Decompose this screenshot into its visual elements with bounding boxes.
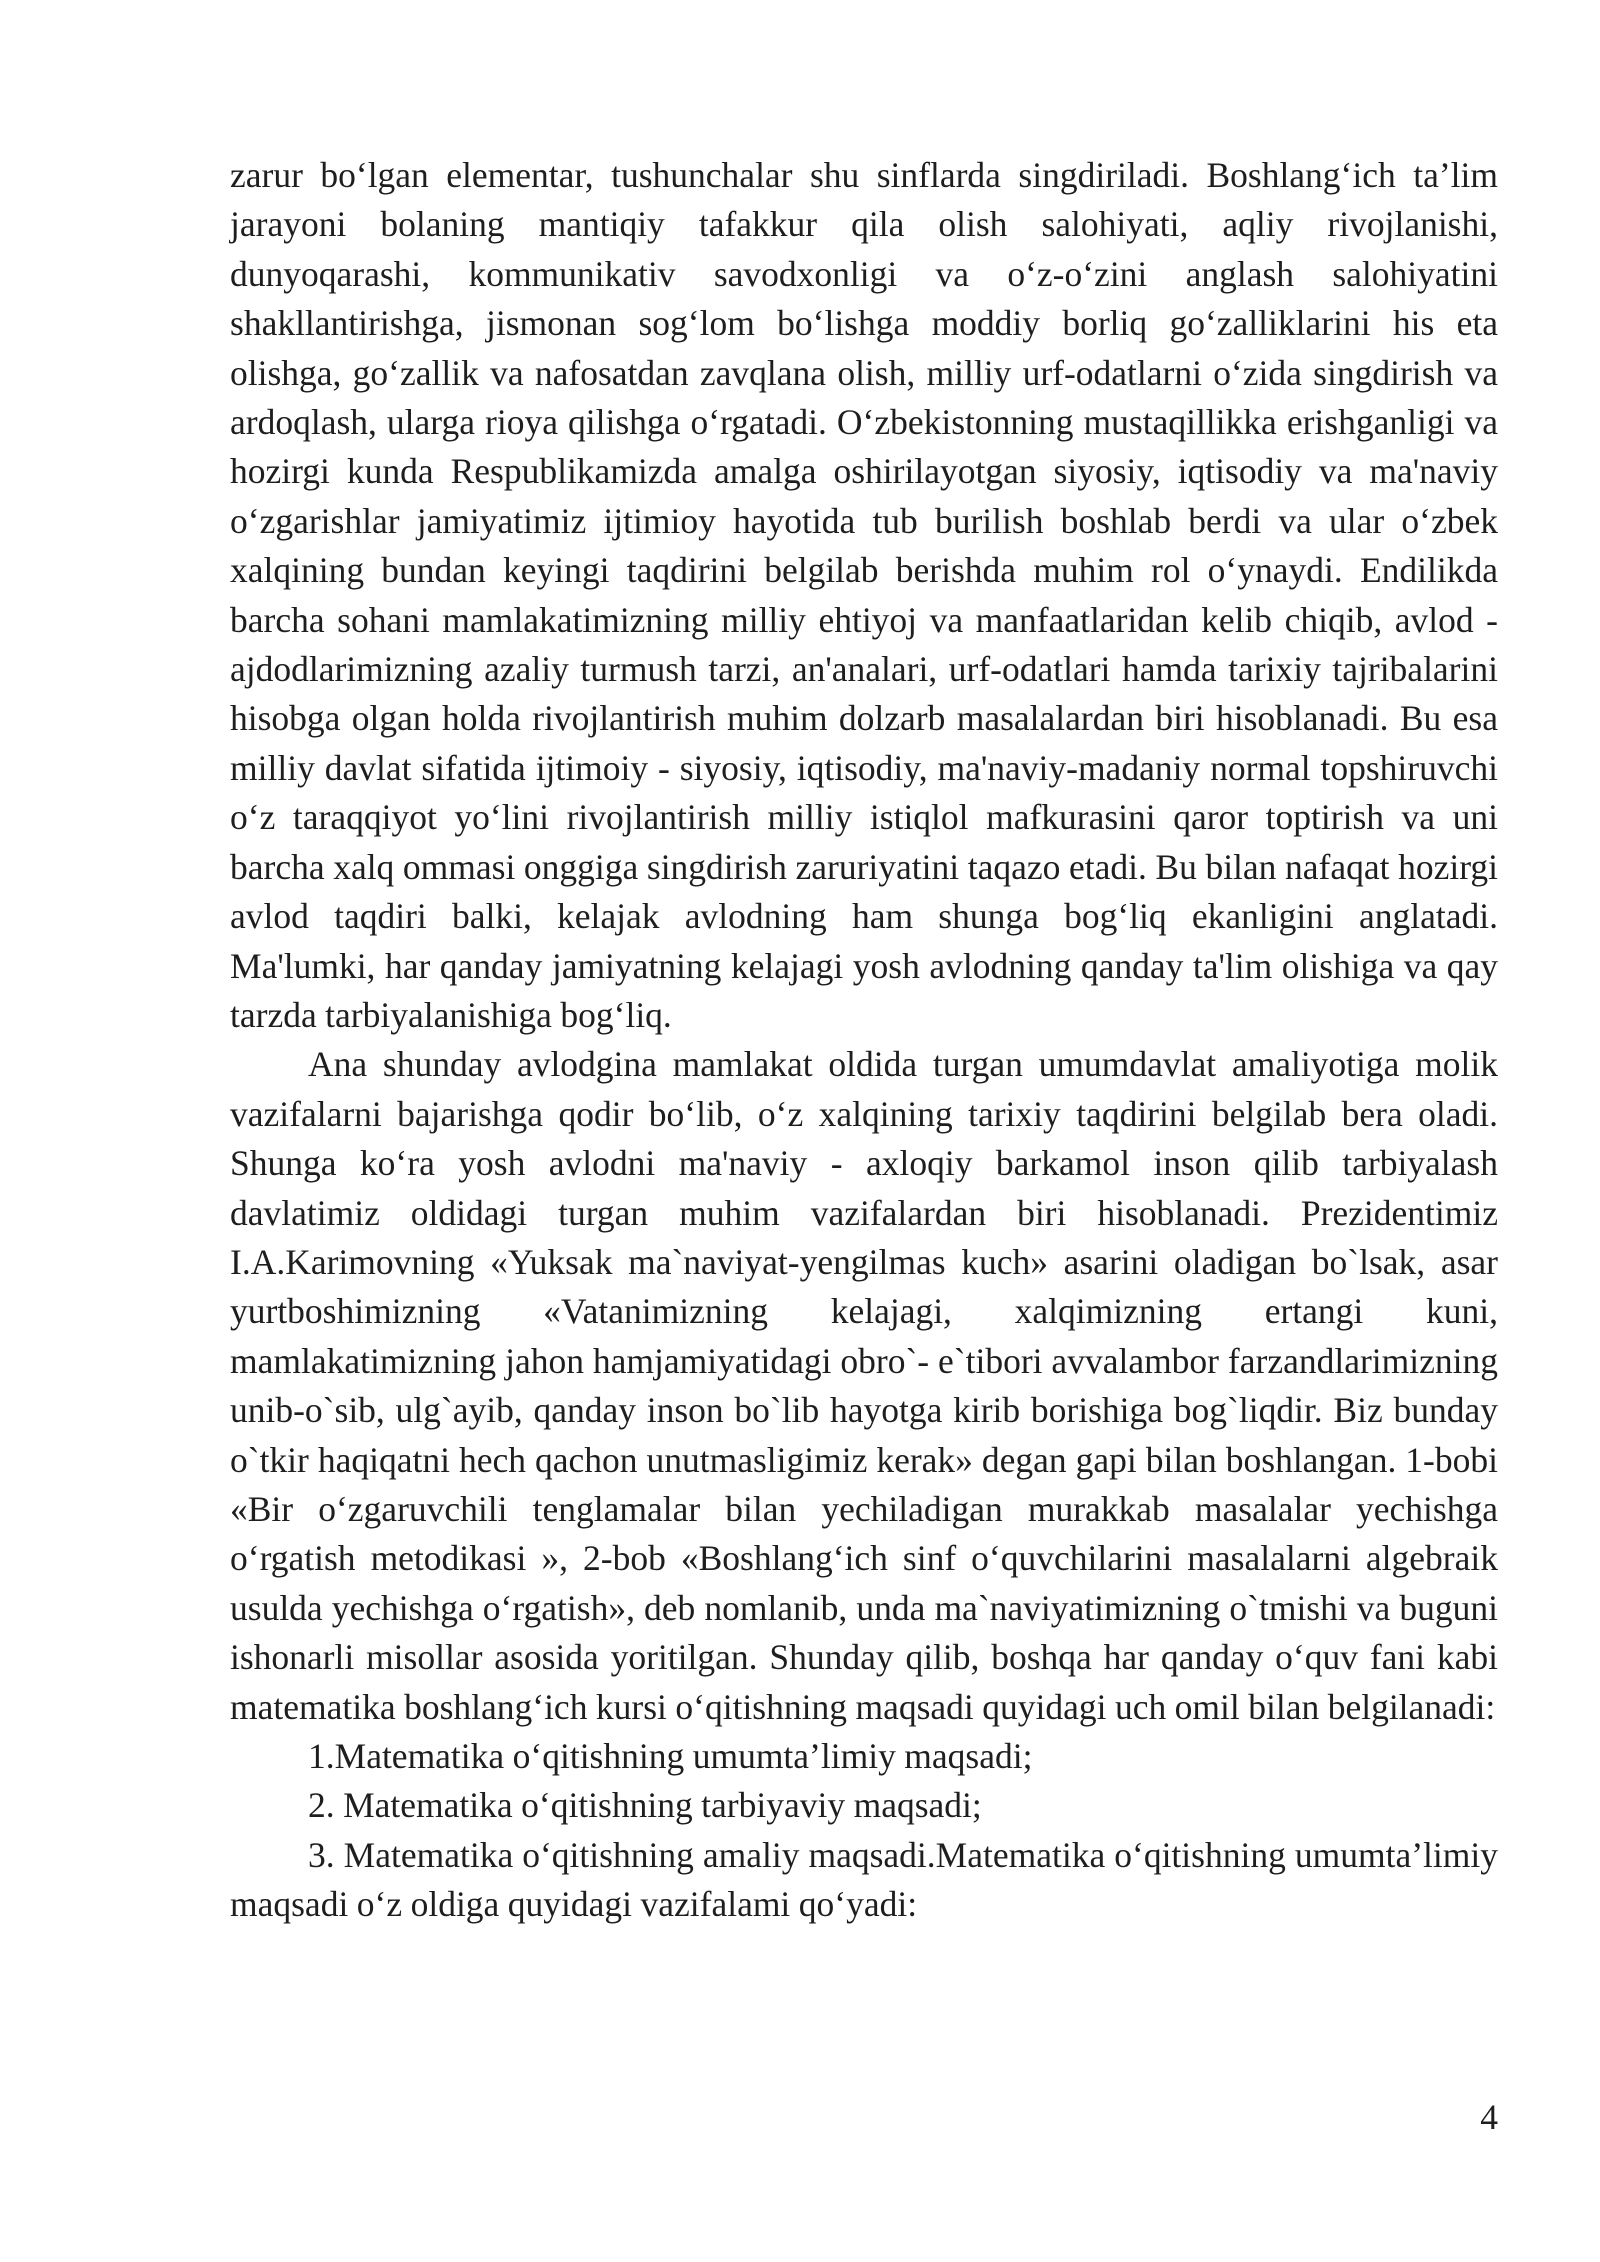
list-item-3: 3. Matematika o‘qitishning amaliy maqsadi.Matematika o‘qitishning umumta’limiy maqsadi o‘z oldiga quyidagi vazifalami qo‘yadi: [230,1834,1498,1925]
list-item-1: 1.Matematika o‘qitishning umumta’limiy maqsadi; [308,1736,1033,1776]
list-item-2: 2. Matematika o‘qitishning tarbiyaviy maqsadi; [308,1785,982,1826]
text-column [230,151,1498,1930]
page-number: 4 [1480,2097,1498,2137]
paragraph-2: Ana shunday avlodgina mamlakat oldida turgan umumdavlat amaliyotiga molik vazifalarni bajarishga qodir bo‘lib, o‘z xalqining tarixiy taqdirini belgilab bera oladi. Shunga ko‘ra yosh avlodni ma'naviy - axloqiy barkamol inson qilib tarbiyalash davlatimiz oldidagi turgan muhim vazifalardan biri hisoblanadi. Prezidentimiz I.A.Karimovning «Yuksak ma`naviyat-yengilmas kuch» asarini oladigan bo`lsak, asar yurtboshimizning «Vatanimizning kelajagi, xalqimizning ertangi kuni, mamlakatimizning jahon hamjamiyatidagi obro`- e`tibori avvalambor farzandlarimizning unib-o`sib, ulg`ayib, qanday inson bo`lib hayotga kirib borishiga bog`liqdir. Biz bunday o`tkir haqiqatni hech qachon unutmasligimiz kerak» degan gapi bilan boshlangan. 1-bobi «Bir o‘zgaruvchili tenglamalar bilan yechiladigan murakkab masalalar yechishga o‘rgatish metodikasi », 2-bob «Boshlang‘ich sinf o‘quvchilarini masalalarni algebraik usulda yechishga o‘rgatish», deb nomlanib, unda ma`naviyatimizning o`tmishi va buguni ishonarli misollar asosida yoritilgan. Shunday qilib, boshqa har qanday o‘quv fani kabi matematika boshlang‘ich kursi o‘qitishning maqsadi quyidagi uch omil bilan belgilanadi: [230,1044,1498,1727]
paragraph-1: zarur bo‘lgan elementar, tushunchalar shu sinflarda singdiriladi. Boshlang‘ich ta’lim jarayoni bolaning mantiqiy tafakkur qila olish salohiyati, aqliy rivojlanishi, dunyoqarashi, kommunikativ savodxonligi va o‘z-o‘zini anglash salohiyatini shakllantirishga, jismonan sog‘lom bo‘lishga moddiy borliq go‘zalliklarini his eta olishga, go‘zallik va nafosatdan zavqlana olish, milliy urf-odatlarni o‘zida singdirish va ardoqlash, ularga rioya qilishga o‘rgatadi. O‘zbekistonning mustaqillikka erishganligi va hozirgi kunda Respublikamizda amalga oshirilayotgan siyosiy, iqtisodiy va ma'naviy o‘zgarishlar jamiyatimiz ijtimioy hayotida tub burilish boshlab berdi va ular o‘zbek xalqining bundan keyingi taqdirini belgilab berishda muhim rol o‘ynaydi. Endilikda barcha sohani mamlakatimizning milliy ehtiyoj va manfaatlaridan kelib chiqib, avlod -ajdodlarimizning azaliy turmush tarzi, an'analari, urf-odatlari hamda tarixiy tajribalarini hisobga olgan holda rivojlantirish muhim dolzarb masalalardan biri hisoblanadi. Bu esa milliy davlat sifatida ijtimoiy - siyosiy, iqtisodiy, ma'naviy-madaniy normal topshiruvchi o‘z taraqqiyot yo‘lini rivojlantirish milliy istiqlol mafkurasini qaror toptirish va uni barcha xalq ommasi onggiga singdirish zaruriyatini taqazo etadi. Bu bilan nafaqat hozirgi avlod taqdiri balki, kelajak avlodning ham shunga bog‘liq ekanligini anglatadi. Ma'lumki, har qanday jamiyatning kelajagi yosh avlodning qanday ta'lim olishiga va qay tarzda tarbiyalanishiga bog‘liq. [230,155,1498,1035]
